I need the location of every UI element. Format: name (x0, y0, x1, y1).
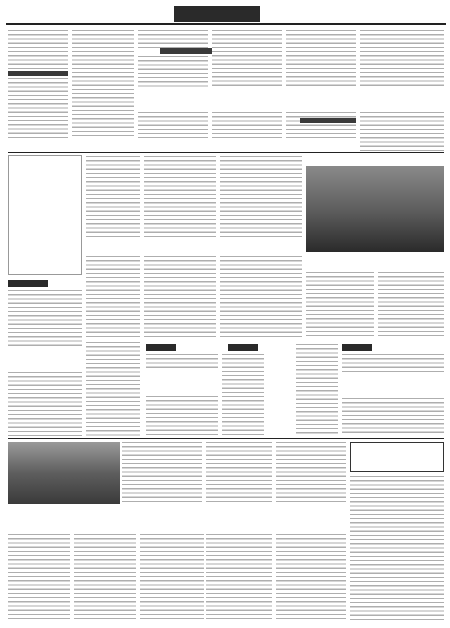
article-column (144, 256, 216, 338)
article-column (342, 398, 444, 436)
section-divider (8, 152, 444, 153)
article-column (8, 372, 82, 436)
article-column (212, 30, 282, 88)
article-column (138, 112, 208, 138)
article-column (296, 344, 338, 436)
article-column (220, 256, 302, 338)
rights-column-label (8, 280, 48, 287)
article-column (86, 342, 140, 436)
article-column (350, 476, 444, 620)
article-column (86, 156, 140, 238)
article-column (72, 30, 134, 138)
section-divider (8, 438, 444, 439)
article-column (8, 30, 68, 70)
masthead-rule (6, 23, 446, 25)
sidebar-trial-period (8, 155, 82, 275)
hotline-box (350, 442, 444, 472)
article-column (8, 78, 68, 138)
article-column (206, 534, 272, 620)
kicker-tag (228, 344, 258, 351)
article-column (342, 354, 444, 372)
article-column (140, 534, 204, 620)
article-column (222, 354, 264, 436)
article-column (220, 156, 302, 238)
article-column (138, 56, 208, 88)
article-column (8, 534, 70, 620)
article-column (138, 30, 208, 48)
article-column (276, 442, 346, 504)
kicker-tag (146, 344, 176, 351)
article-column (206, 442, 272, 504)
article-column (306, 272, 374, 338)
article-column (286, 112, 356, 138)
article-column (146, 396, 218, 436)
article-column (360, 30, 444, 88)
article-column (146, 354, 218, 368)
article-column (8, 290, 82, 348)
article-column (276, 534, 346, 620)
masthead (6, 4, 446, 26)
page-number (432, 3, 446, 21)
subhead-bar (160, 48, 212, 54)
article-column (122, 442, 202, 504)
subhead-bar (8, 71, 68, 76)
subhead-bar (300, 118, 356, 123)
photo-train-station (306, 166, 444, 252)
photo-workers-crowd (8, 442, 120, 504)
kicker-tag (342, 344, 372, 351)
article-column (86, 256, 140, 338)
article-column (144, 156, 216, 238)
article-column (286, 30, 356, 88)
article-column (74, 534, 136, 620)
article-column (360, 112, 444, 152)
article-column (378, 272, 444, 338)
section-title (174, 6, 260, 22)
article-column (212, 112, 282, 138)
